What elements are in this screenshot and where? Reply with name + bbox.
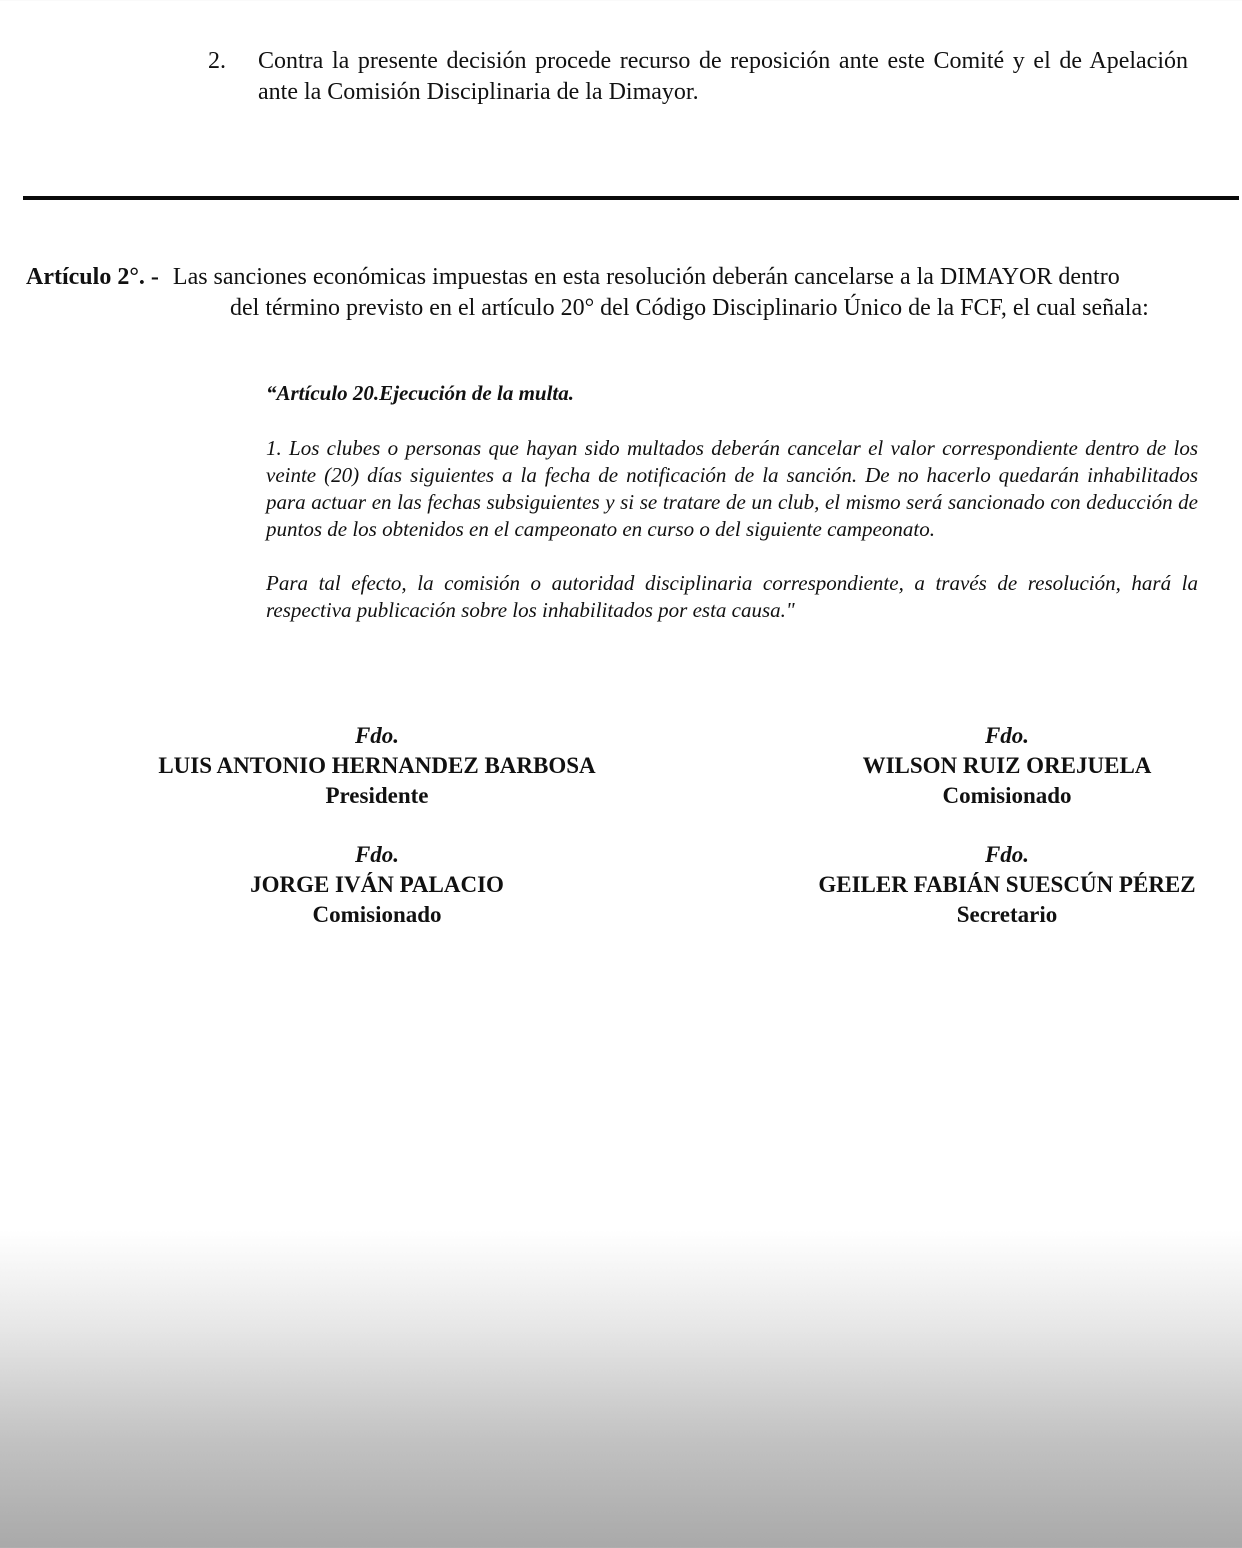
item-text: Contra la presente decisión procede recurso de reposición ante este Comité y el de Apelación ante la Comisión Disciplinaria de la Dimayor. — [258, 48, 1188, 105]
signature-role: Comisionado — [312, 902, 442, 927]
signature-name: LUIS ANTONIO HERNANDEZ BARBOSA — [158, 753, 596, 778]
signature-fdo: Fdo. — [354, 723, 400, 748]
signature-fdo: Fdo. — [354, 842, 400, 867]
signature-block-secretary — [727, 840, 1242, 930]
signature-role: Comisionado — [942, 783, 1072, 808]
signature-name: WILSON RUIZ OREJUELA — [862, 753, 1152, 778]
quoted-article-20 — [266, 380, 1198, 624]
article-continuation: del término previsto en el artículo 20° del Código Disciplinario Único de la FCF, el cual señala: — [230, 295, 1149, 321]
article-lead-text: Las sanciones económicas impuestas en esta resolución deberán cancelarse a la DIMAYOR dentro — [172, 264, 1120, 290]
signature-role: Presidente — [325, 783, 429, 808]
signature-block-commissioner-2 — [97, 840, 657, 930]
signature-name: GEILER FABIÁN SUESCÚN PÉREZ — [818, 872, 1196, 897]
quote-paragraph-2: Para tal efecto, la comisión o autoridad disciplinaria correspondiente, a través de resolución, hará la respectiva publicación sobre los inhabilitados por esta causa." — [266, 571, 1198, 622]
signature-block-president — [97, 721, 657, 811]
horizontal-rule — [23, 196, 1239, 200]
signature-fdo: Fdo. — [984, 723, 1030, 748]
signature-name: JORGE IVÁN PALACIO — [250, 872, 504, 897]
article-lead-row — [26, 262, 1198, 293]
numbered-item-2 — [208, 46, 1188, 108]
item-number: 2. — [208, 48, 226, 74]
signature-block-commissioner-1 — [727, 721, 1242, 811]
quote-paragraph-1: 1. Los clubes o personas que hayan sido multados deberán cancelar el valor correspondiente dentro de los veinte (20) días siguientes a la fecha de notificación de la sanción. De no hacerlo quedarán inhabilitados para actuar en las fechas subsiguientes y si se tratare de un club, el mismo será sancionado con deducción de puntos de los obtenidos en el campeonato en curso o del siguiente campeonato. — [266, 436, 1198, 541]
signature-role: Secretario — [956, 902, 1058, 927]
signature-fdo: Fdo. — [984, 842, 1030, 867]
quote-title: “Artículo 20.Ejecución de la multa. — [266, 381, 575, 405]
article-2 — [26, 262, 1198, 324]
article-label: Artículo 2°. - — [26, 264, 159, 290]
